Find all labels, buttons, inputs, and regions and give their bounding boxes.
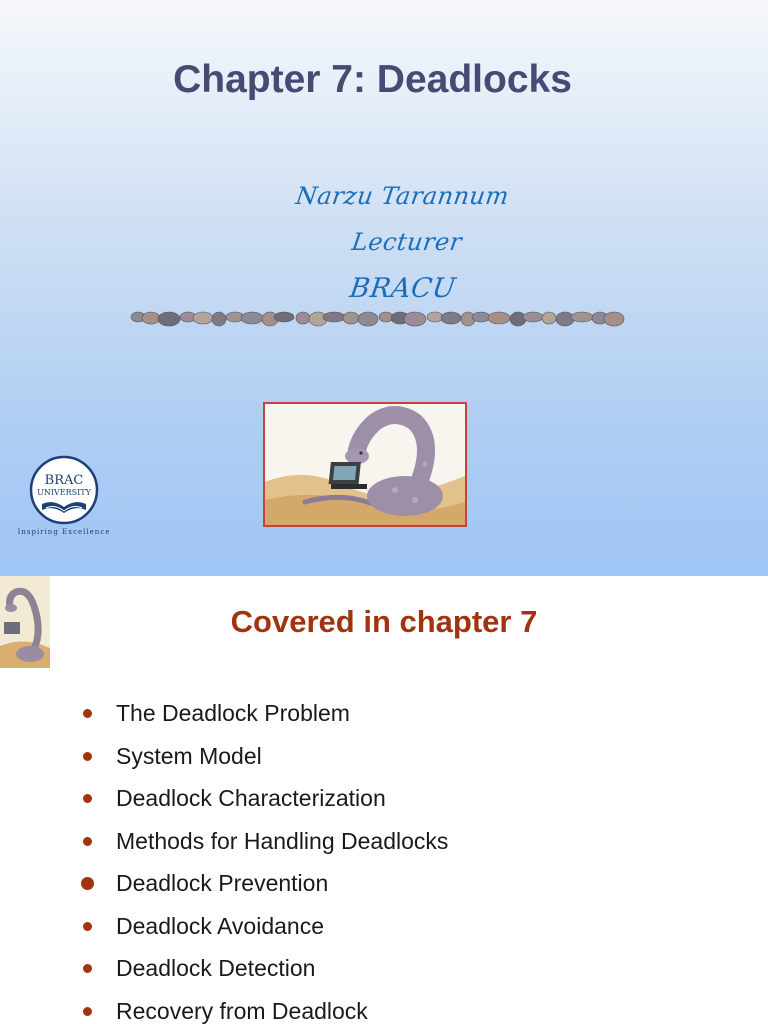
slide-title: Covered in chapter 7 xyxy=(230,604,538,639)
pebble xyxy=(472,312,490,322)
dinosaur-with-laptop-icon xyxy=(265,404,465,525)
topic-label: Deadlock Characterization xyxy=(116,785,386,811)
topic-list xyxy=(83,698,448,1024)
logo-tagline: Inspiring Excellence xyxy=(17,528,111,536)
pebble xyxy=(556,312,574,326)
pebble xyxy=(274,312,294,322)
bullet-icon xyxy=(83,1007,92,1016)
list-item xyxy=(83,741,448,784)
topic-label: Methods for Handling Deadlocks xyxy=(116,827,449,854)
pebble xyxy=(323,312,345,322)
list-item xyxy=(83,698,448,741)
list-item xyxy=(83,911,448,954)
pebble xyxy=(142,312,160,324)
pebble xyxy=(427,312,443,322)
pebble xyxy=(193,312,213,324)
topic-label: System Model xyxy=(116,742,262,769)
slide-title: Chapter 7: Deadlocks xyxy=(173,58,572,101)
bullet-icon xyxy=(81,877,94,890)
topic-label: Deadlock Prevention xyxy=(116,870,329,896)
bullet-icon xyxy=(83,964,92,973)
pebble xyxy=(523,312,543,322)
author-name: Narzu Tarannum xyxy=(294,182,511,210)
logo-line1: BRAC xyxy=(44,473,84,488)
pebble xyxy=(571,312,593,322)
list-item xyxy=(83,996,448,1024)
topic-label: Deadlock Detection xyxy=(116,955,316,981)
author-organization: BRACU xyxy=(347,273,458,304)
list-item xyxy=(83,826,448,869)
pebble xyxy=(296,312,310,324)
bullet-icon xyxy=(83,794,92,803)
pebble xyxy=(404,312,426,326)
topic-label: Recovery from Deadlock xyxy=(116,997,368,1024)
logo-line2: UNIVERSITY xyxy=(37,488,91,497)
bullet-icon xyxy=(83,709,92,718)
pebble xyxy=(488,312,510,324)
pebble-divider xyxy=(130,304,635,332)
pebble xyxy=(604,312,624,326)
pebble xyxy=(358,312,378,326)
list-item xyxy=(83,953,448,996)
pebble xyxy=(542,312,556,324)
contents-slide xyxy=(0,576,768,1024)
pebble xyxy=(441,312,461,324)
bullet-icon xyxy=(83,922,92,931)
dinosaur-illustration xyxy=(263,402,467,527)
author-role: Lecturer xyxy=(350,228,464,256)
pebble xyxy=(212,312,226,326)
topic-label: The Deadlock Problem xyxy=(116,700,350,726)
bullet-icon xyxy=(83,837,92,846)
list-item xyxy=(83,868,448,911)
topic-label: Deadlock Avoidance xyxy=(116,912,324,939)
bullet-icon xyxy=(83,752,92,761)
list-item xyxy=(83,783,448,826)
pebble xyxy=(158,312,180,326)
pebble xyxy=(343,312,359,324)
pebble xyxy=(241,312,263,324)
